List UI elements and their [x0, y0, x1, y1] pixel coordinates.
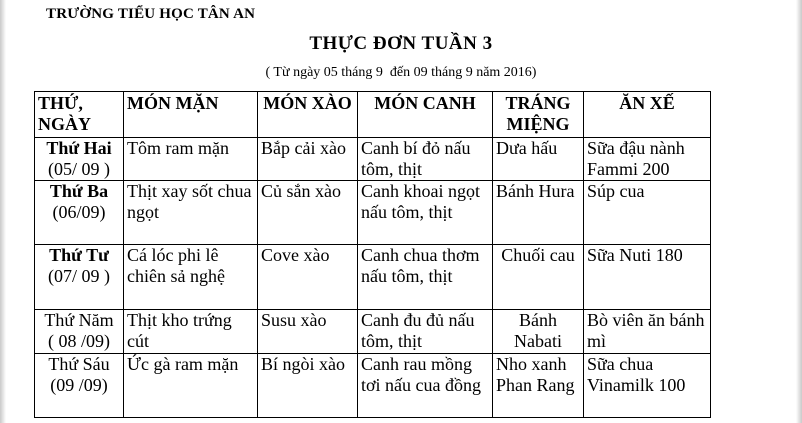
day-cell — [35, 138, 124, 181]
mon-xao-cell: Susu xào — [258, 310, 358, 354]
day-cell — [35, 354, 124, 418]
day-name: Thứ Năm — [44, 310, 114, 330]
day-cell — [35, 181, 124, 245]
mon-man-cell: Thịt kho trứng cút — [124, 310, 258, 354]
column-header-day: THỨ, NGÀY — [35, 92, 124, 138]
column-header-mon-canh: MÓN CANH — [358, 92, 493, 138]
mon-xao-cell: Củ sắn xào — [258, 181, 358, 245]
day-date: (05/ 09 ) — [48, 159, 110, 179]
day-cell — [35, 310, 124, 354]
mon-man-cell: Thịt xay sốt chua ngọt — [124, 181, 258, 245]
table-row — [35, 310, 711, 354]
trang-mieng-cell: Nho xanh Phan Rang — [493, 354, 584, 418]
day-name: Thứ Sáu — [48, 354, 110, 374]
table-row — [35, 138, 711, 181]
trang-mieng-cell: Bánh Hura — [493, 181, 584, 245]
column-header-mon-xao: MÓN XÀO — [258, 92, 358, 138]
an-xe-cell: Sữa đậu nành Fammi 200 — [584, 138, 711, 181]
an-xe-cell: Sữa Nuti 180 — [584, 245, 711, 310]
mon-canh-cell: Canh đu đủ nấu tôm, thịt — [358, 310, 493, 354]
column-header-an-xe: ĂN XẾ — [584, 92, 711, 138]
table-row — [35, 245, 711, 310]
an-xe-cell: Sữa chua Vinamilk 100 — [584, 354, 711, 418]
an-xe-cell: Bò viên ăn bánh mì — [584, 310, 711, 354]
trang-mieng-cell: Dưa hấu — [493, 138, 584, 181]
mon-canh-cell: Canh bí đỏ nấu tôm, thịt — [358, 138, 493, 181]
day-cell — [35, 245, 124, 310]
column-header-trang-mieng: TRÁNG MIỆNG — [493, 92, 584, 138]
day-name: Thứ Hai — [46, 138, 112, 158]
school-name: TRƯỜNG TIỂU HỌC TÂN AN — [46, 6, 256, 22]
header-row — [35, 92, 711, 138]
day-date: (09 /09) — [50, 375, 108, 395]
page-title: THỰC ĐƠN TUẦN 3 — [309, 33, 493, 54]
table-row — [35, 181, 711, 245]
day-date: (07/ 09 ) — [48, 266, 110, 286]
day-name: Thứ Tư — [49, 245, 109, 265]
mon-xao-cell: Bắp cải xào — [258, 138, 358, 181]
page-edge-left — [0, 0, 6, 423]
mon-xao-cell: Cove xào — [258, 245, 358, 310]
menu-table — [34, 91, 711, 418]
day-date: ( 08 /09) — [48, 331, 110, 351]
mon-man-cell: Cá lóc phi lê chiên sả nghệ — [124, 245, 258, 310]
mon-man-cell: Tôm ram mặn — [124, 138, 258, 181]
trang-mieng-cell: Bánh Nabati — [493, 310, 584, 354]
trang-mieng-cell: Chuối cau — [493, 245, 584, 310]
column-header-mon-man: MÓN MẶN — [124, 92, 258, 138]
mon-canh-cell: Canh chua thơm nấu tôm, thịt — [358, 245, 493, 310]
date-range: ( Từ ngày 05 tháng 9 đến 09 tháng 9 năm 2016) — [265, 65, 537, 80]
day-name: Thứ Ba — [49, 181, 109, 201]
mon-xao-cell: Bí ngòi xào — [258, 354, 358, 418]
day-date: (06/09) — [52, 202, 106, 222]
an-xe-cell: Súp cua — [584, 181, 711, 245]
table-row — [35, 354, 711, 418]
mon-man-cell: Ức gà ram mặn — [124, 354, 258, 418]
page-edge-right — [796, 0, 802, 423]
mon-canh-cell: Canh rau mồng tơi nấu cua đồng — [358, 354, 493, 418]
mon-canh-cell: Canh khoai ngọt nấu tôm, thịt — [358, 181, 493, 245]
